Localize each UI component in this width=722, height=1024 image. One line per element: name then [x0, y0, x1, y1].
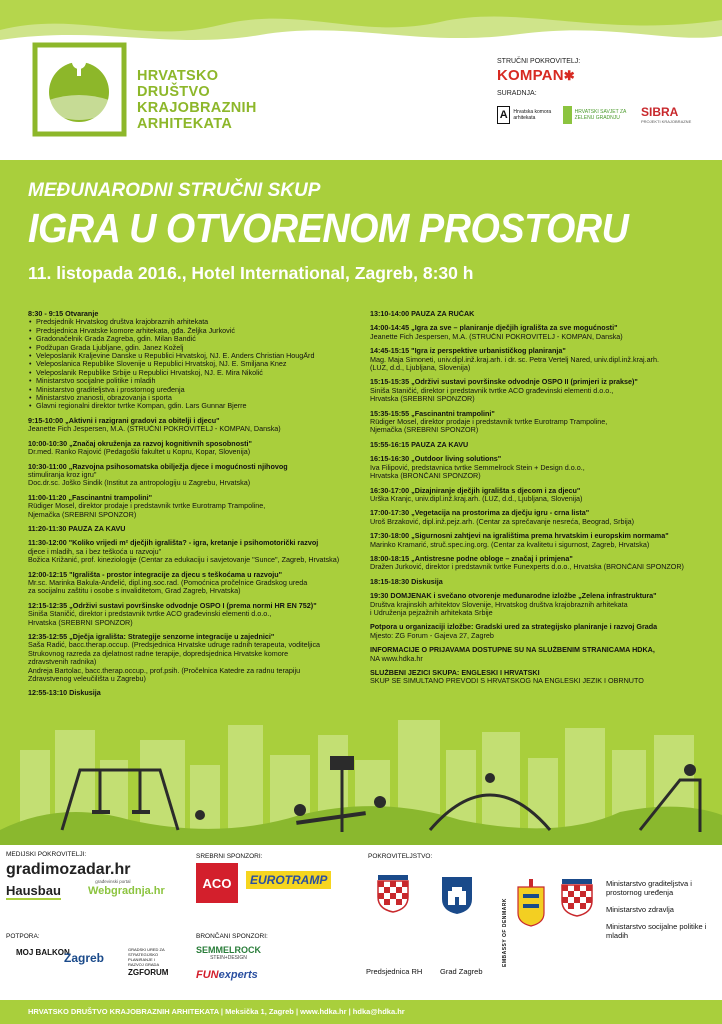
program-item — [28, 633, 368, 683]
org-name-line: KRAJOBRAZNIH — [137, 100, 257, 116]
program-item-title: 14:00-14:45 „Igra za sve – planiranje dječjih igrališta za sve mogućnosti" — [370, 324, 618, 333]
program-item-line: Uroš Brzaković, dipl.inž.pejz.arh. (Centar za sprečavanje nesreća, Beograd, Srbija) — [370, 517, 635, 526]
program-item-line: Mr.sc. Marinka Bakula-Anđelić, dipl.ing.soc.rad. (Pomoćnica pročelnice Gradskog ureda — [28, 578, 308, 587]
program-item-line: Mjesto: ZG Forum - Gajeva 27, Zagreb — [370, 631, 494, 640]
program-item-line: djece i mladih, sa i bez teškoća u razvoju" — [28, 547, 162, 556]
program-item — [28, 602, 368, 627]
program-item-title: 10:30-11:00 „Razvojna psihosomatska obilježja djece i mogućnosti njihovog — [28, 462, 288, 471]
semmelrock-sub: STEIN+DESIGN — [210, 955, 247, 961]
program-item — [370, 578, 710, 586]
program-item-title: 15:15-15:35 „Održivi sustavi površinske odvodnje OSPO II (primjeri iz prakse)" — [370, 378, 638, 387]
program-item-title: 16:15-16:30 „Outdoor living solutions" — [370, 455, 502, 464]
program-item — [370, 410, 710, 435]
hka-logo — [497, 106, 557, 124]
event-date-venue: 11. listopada 2016., Hotel International, Zagreb, 8:30 h — [28, 263, 474, 283]
zgforum-name: ZGFORUM — [128, 968, 169, 977]
program-item-title: 19:30 DOMJENAK i svečano otvorenje međunarodne izložbe „Zelena infrastruktura" — [370, 592, 657, 601]
zgforum-small: GRADSKI URED ZA STRATEGIJSKO PLANIRANJE I RAZVOJ GRADA — [128, 947, 165, 967]
program-item — [28, 525, 368, 533]
eurotramp-logo: EUROTRAMP — [246, 871, 331, 889]
header — [0, 0, 722, 160]
program-bullet: • Gradonačelnik Grada Zagreba, gdin. Milan Bandić — [28, 335, 368, 343]
program-item-line: Dr.med. Ranko Rajović (Pedagoški fakultet u Kopru, Kopar, Slovenija) — [28, 448, 251, 457]
organization-name — [137, 68, 257, 132]
program-bullet: • Ministarstvo znanosti, obrazovanja i sporta — [28, 394, 368, 402]
bronze-sponsors-label: BRONČANI SPONZORI: — [196, 933, 268, 940]
sibra-name: SIBRA — [641, 105, 679, 119]
ministry-item: Ministarstvo zdravlja — [606, 905, 674, 914]
program-item-line: NA www.hdka.hr — [370, 654, 423, 663]
program-item-line: zdravstvenih radnika) — [28, 658, 97, 667]
program-item — [370, 646, 710, 663]
program-item-title: 11:00-11:20 „Fascinantni trampolini" — [28, 493, 153, 502]
program-item-line: Društva krajinskih arhitektov Slovenije, Hrvatskog društva krajobraznih arhitekata — [370, 600, 628, 609]
program-item-line: Mag. Maja Simoneti, univ.dipl.inž.kraj.arh. i dr. sc. Petra Vertelj Nared, univ.dipl.inž.kraj.arh. — [370, 355, 659, 364]
sibra-sub: PROJEKTI KRAJOBRAZNE — [641, 119, 692, 124]
predsjednica-label: Predsjednica RH — [366, 967, 423, 976]
program-item-title: SLUŽBENI JEZICI SKUPA: ENGLESKI I HRVATSKI — [370, 669, 540, 677]
program-bullet: • Ministarstvo graditeljstva i prostornog uređenja — [28, 386, 368, 394]
program-item-title: 13:10-14:00 PAUZA ZA RUČAK — [370, 310, 475, 318]
program-item-title: 10:00-10:30 „Značaj okruženja za razvoj kognitivnih sposobnosti" — [28, 439, 252, 448]
org-name-line: ARHITEKATA — [137, 116, 233, 132]
gradimo-name: gradimozadar.hr — [6, 861, 131, 878]
program-item-line: Jeanette Fich Jespersen, M.A. (STRUČNI POKROVITELJ - KOMPAN, Danska) — [28, 425, 281, 434]
silver-sponsors-label: SREBRNI SPONZORI: — [196, 853, 263, 860]
program-item-title: 9:15-10:00 „Aktivni i razigrani gradovi za obitelji i djecu" — [28, 416, 220, 425]
program-item-title: 11:20-11:30 PAUZA ZA KAVU — [28, 524, 126, 533]
funexperts-b: experts — [218, 969, 258, 981]
event-title: IGRA U OTVORENOM PROSTORU — [28, 205, 629, 251]
playground-illustration — [0, 720, 722, 845]
program-item-title: 12:00-12:15 "Igrališta - prostor integracije za djecu s teškoćama u razvoju" — [28, 570, 283, 579]
program-item-line: Strukovnog razreda za djelatnost radne terapije, dopredsjednica Hrvatske komore — [28, 649, 289, 658]
program-item — [28, 689, 368, 697]
program-item-title: 17:30-18:00 „Sigurnosni zahtjevi na igralištima prema hrvatskim i europskim normama" — [370, 532, 669, 541]
program-bullet: • Ministarstvo socijalne politike i mladih — [28, 377, 368, 385]
program-bullet: • Predsjednik Hrvatskog društva krajobraznih arhitekata — [28, 318, 368, 326]
program-item — [370, 455, 710, 480]
program-item — [28, 417, 368, 434]
program-item-line: Hrvatska (SREBRNI SPONZOR) — [370, 395, 475, 404]
support-label: POTPORA: — [6, 933, 40, 940]
program-item — [370, 532, 710, 549]
program-item-line: Iva Filipović, predstavnica tvrtke Semmelrock Stein + Design d.o.o., — [370, 463, 585, 472]
hszg-text: HRVATSKI SAVJET ZA ZELENU GRADNJU — [574, 108, 627, 121]
croatia-ministry-coat-of-arms-icon — [560, 877, 594, 917]
program-item-title: 18:00-18:15 „Antistresne podne obloge – značaj i primjena" — [370, 554, 573, 563]
hdka-logo-icon — [32, 42, 127, 137]
cooperation-logos — [497, 105, 702, 124]
program-item-title: 16:30-17:00 „Dizajniranje dječjih igrališta s djecom i za djecu" — [370, 486, 581, 495]
program-item-line: Rüdiger Mosel, direktor prodaje i predstavnik tvrtke Eurotramp Trampoline, — [28, 502, 266, 511]
program-item — [28, 310, 368, 411]
program-item-line: Hrvatska (BRONČANI SPONZOR) — [370, 472, 481, 481]
program-bullet: • Veleposlanica Republike Slovenije u Republici Hrvatskoj, NJ. E. Smiljana Knez — [28, 360, 368, 368]
program-item-line: Hrvatska (SREBRNI SPONZOR) — [28, 618, 133, 627]
program-item-head: 8:30 - 9:15 Otvaranje — [28, 310, 99, 318]
program-item-title: 12:15-12:35 „Održivi sustavi površinske odvodnje OSPO I (prema normi HR EN 752)" — [28, 601, 317, 610]
program-item-line: za socijalnu zaštitu i osobe s invaliditetom, Grad Zagreb, Hrvatska) — [28, 587, 241, 596]
kompan-star-icon: ✱ — [563, 68, 575, 83]
program-item — [370, 310, 710, 318]
program-item-line: Siniša Staničić, direktor i predstavnik tvrtke ACO građevinski elementi d.o.o., — [370, 386, 614, 395]
funexperts-logo — [196, 969, 258, 981]
sibra-logo — [641, 105, 691, 124]
ministry-item: Ministarstvo graditeljstva i prostornog uređenja — [606, 879, 692, 897]
program-item-title: 17:00-17:30 „Vegetacija na prostorima za dječju igru - crna lista" — [370, 509, 590, 518]
program-item — [370, 347, 710, 372]
semmelrock-logo — [196, 945, 261, 961]
program-item-line: Siniša Staničić, direktor i predstavnik tvrtke ACO građevinski elementi d.o.o., — [28, 610, 272, 619]
footer-contact: HRVATSKO DRUŠTVO KRAJOBRAZNIH ARHITEKATA | Meksička 1, Zagreb | www.hdka.hr | hdka@hdka.hr — [0, 1000, 722, 1024]
program-item — [28, 494, 368, 519]
kompan-logo — [497, 67, 702, 84]
program-item — [370, 555, 710, 572]
program-item — [370, 487, 710, 504]
program-item — [28, 463, 368, 488]
program-item-line: Zdravstvenog veleučilišta u Zagrebu) — [28, 675, 146, 684]
hszg-logo — [563, 106, 635, 124]
program-item — [28, 571, 368, 596]
program-bullet: • Veleposlanik Kraljevine Danske u Republici Hrvatskoj, NJ. E. Anders Christian HougÅrd — [28, 352, 368, 360]
program-item — [370, 623, 710, 640]
program-item-line: Urška Kranjc, univ.dipl.inž.kraj.arh. (LUZ, d.d., Ljubljana, Slovenija) — [370, 494, 583, 503]
cooperation-label: SURADNJA: — [497, 90, 537, 97]
program-item-line: Saša Radić, bacc.therap.occup. (Predsjednica Hrvatske udruge radnih terapeuta, voditeljica — [28, 641, 321, 650]
program-item-title: INFORMACIJE O PRIJAVAMA DOSTUPNE SU NA SLUŽBENIM STRANICAMA HDKA, — [370, 646, 655, 655]
program-item-title: 12:55-13:10 Diskusija — [28, 689, 101, 698]
program-item-line: Marinko Kramarić, struč.spec.ing.org. (Centar za kvalitetu i sigurnost, Zagreb, Hrvatska) — [370, 540, 650, 549]
sponsors-section — [0, 845, 722, 1000]
ministries-list — [606, 879, 722, 948]
program-item — [28, 539, 368, 564]
program-bullet: • Veleposlanik Republike Srbije u Republici Hrvatskoj, NJ. E. Mira Nikolić — [28, 369, 368, 377]
grad-zagreb-label: Grad Zagreb — [440, 967, 483, 976]
program-item-line: Andreja Bartolac, bacc.therap.occup., prof.psih. (Pročelnica Katedre za radnu terapiju — [28, 666, 301, 675]
program-item-title: 15:55-16:15 PAUZA ZA KAVU — [370, 440, 469, 449]
gradimozadar-logo — [6, 861, 130, 884]
program-item-line: Jeanette Fich Jespersen, M.A. (STRUČNI POKROVITELJ - KOMPAN, Danska) — [370, 332, 623, 341]
program-item-title: 15:35-15:55 „Fascinantni trampolini" — [370, 409, 495, 418]
program-item-line: Doc.dr.sc. Joško Sindik (Institut za antropologiju u Zagrebu, Hrvatska) — [28, 479, 251, 488]
program-item-line: i Udruženja pejzažnih arhitekata Srbije — [370, 608, 493, 617]
program-item — [370, 441, 710, 449]
media-sponsors-label: MEDIJSKI POKROVITELJI: — [6, 851, 87, 858]
croatia-coat-of-arms-icon — [376, 873, 410, 913]
program-item-title: 12:35-12:55 „Dječja igrališta: Strategije senzorne integracije u zajednici" — [28, 633, 275, 641]
program-item-line: Njemačka (SREBRNI SPONZOR) — [28, 510, 137, 519]
program-item-line: stimuliranja kroz igru" — [28, 470, 97, 479]
program-item-line: Rüdiger Mosel, direktor prodaje i predstavnik tvrtke Eurotramp Trampoline, — [370, 418, 608, 427]
program-item-title: 14:45-15:15 "Igra iz perspektive urbanističkog planiranja" — [370, 347, 566, 356]
program-item-line: Božica Križanić, prof. kineziologije (Centar za edukaciju i savjetovanje "Sunce", Zagreb, Hrvatska) — [28, 556, 340, 565]
program-item — [370, 324, 710, 341]
program-item-title: 18:15-18:30 Diskusija — [370, 577, 443, 586]
program-item — [370, 509, 710, 526]
program-item — [28, 440, 368, 457]
webgradnja-logo: Webgradnja.hr — [88, 885, 165, 897]
zagreb-logo: Zagreb — [64, 951, 105, 965]
hka-a-icon: A — [497, 106, 510, 124]
program-bullet: • Predsjednica Hrvatske komore arhitekata, gđa. Željka Jurković — [28, 327, 368, 335]
zagreb-coat-of-arms-icon — [440, 875, 474, 915]
program-item-line: SKUP SE SIMULTANO PREVODI S HRVATSKOG NA ENGLESKI JEZIK I OBRNUTO — [370, 677, 644, 686]
program-item-line: (LUZ, d.d., Ljubljana, Slovenija) — [370, 364, 471, 373]
top-sponsors — [497, 58, 702, 124]
program-bullet: • Glavni regionalni direktor tvrtke Kompan, gdin. Lars Gunnar Bjerre — [28, 402, 368, 410]
program-item-title: 11:30-12:00 "Koliko vrijedi m² dječjih igrališta? - igra, kretanje i psihomotorički razvoj — [28, 539, 319, 548]
program-item-line: Njemačka (SREBRNI SPONZOR) — [370, 426, 479, 435]
org-name-line: HRVATSKO — [137, 68, 219, 84]
semmelrock-name: SEMMELROCK — [196, 945, 261, 955]
program-item-line: Dražen Jurković, direktor i predstavnik tvrtke Funexperts d.o.o., Hrvatska (BRONČANI SPONZOR) — [370, 563, 684, 572]
org-name-line: DRUŠTVO — [137, 84, 210, 100]
patronage-label: POKROVITELJSTVO: — [368, 853, 433, 860]
embassy-of-denmark-text: EMBASSY OF DENMARK — [502, 898, 508, 967]
program-item — [370, 592, 710, 617]
program-bullet: • Podžupan Grada Ljubljane, gdin. Janez Koželj — [28, 344, 368, 352]
professional-patron-label: STRUČNI POKROVITELJ: — [497, 58, 581, 65]
moj-balkon-logo: MOJ BALKON — [16, 948, 70, 957]
zgforum-logo — [128, 947, 168, 975]
kompan-name: KOMPAN — [497, 67, 564, 84]
funexperts-a: FUN — [196, 969, 219, 981]
program-left-column — [28, 310, 368, 704]
hausbau-logo: Hausbau — [6, 883, 61, 898]
hka-text: Hrvatska komora arhitekata — [513, 108, 552, 121]
hszg-icon — [563, 106, 572, 124]
ministry-item: Ministarstvo socijalne politike i mladih — [606, 922, 707, 940]
aco-logo: ACO — [196, 863, 238, 903]
event-type: MEĐUNARODNI STRUČNI SKUP — [28, 180, 321, 201]
program-item — [370, 378, 710, 403]
denmark-coat-of-arms-icon — [516, 879, 546, 927]
program-item-title: Potpora u organizaciji izložbe: Gradski ured za strategijsko planiranje i razvoj Grada — [370, 623, 658, 632]
program-item — [370, 669, 710, 686]
gradimo-sub: građevinski portal — [95, 879, 131, 884]
program-right-column — [370, 310, 710, 692]
